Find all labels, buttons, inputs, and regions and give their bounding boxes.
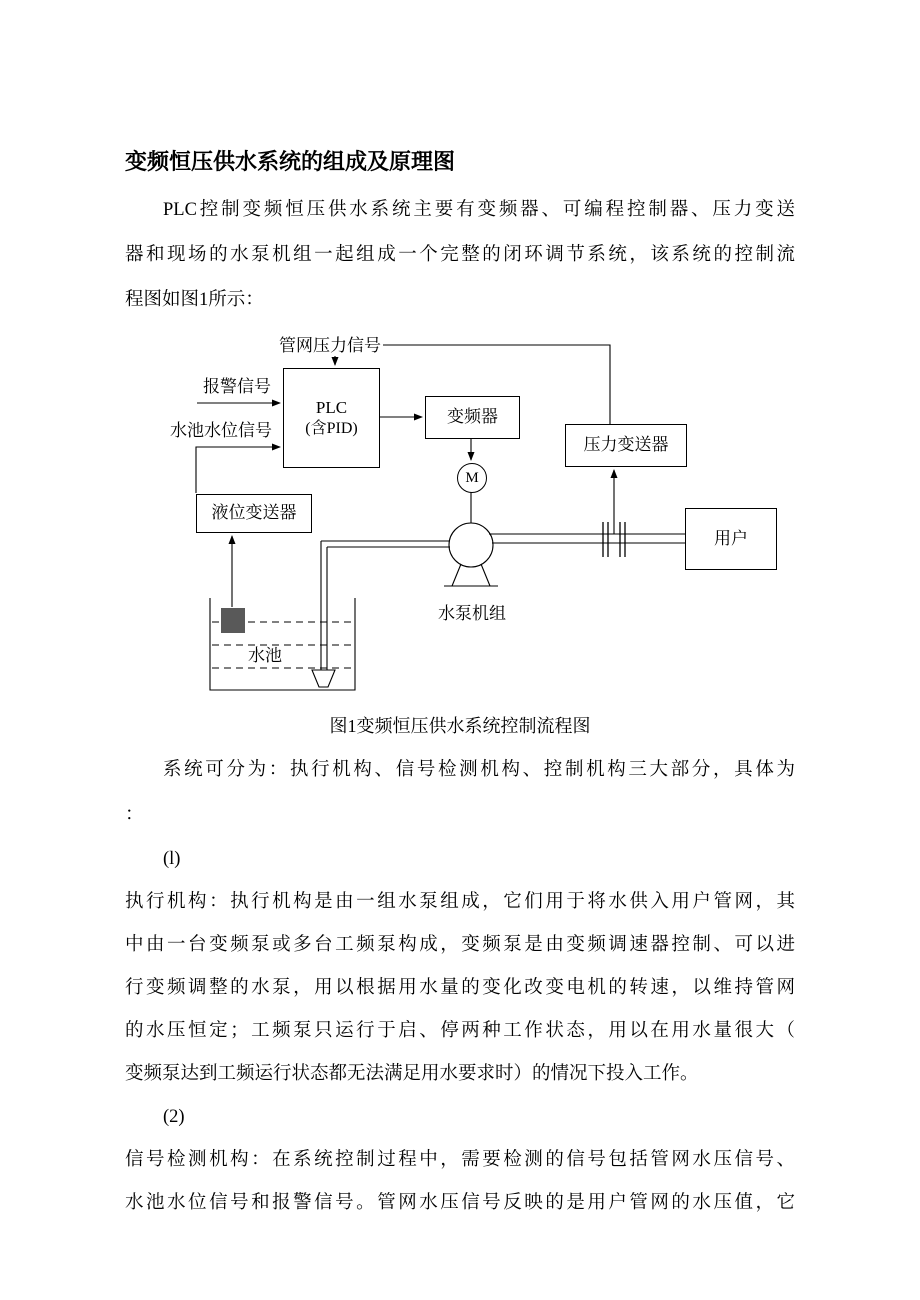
plc-sub-label: (含PID)	[305, 419, 358, 437]
figure-diagram	[0, 330, 920, 710]
level-sensor	[221, 608, 245, 633]
paragraph-line: 信号检测机构：在系统控制过程中，需要检测的信号包括管网水压信号、	[125, 1150, 795, 1170]
paragraph-line: 执行机构：执行机构是由一组水泵组成，它们用于将水供入用户管网，其	[125, 892, 795, 912]
alarm-signal-label: 报警信号	[203, 377, 271, 396]
diagram-connectors	[0, 330, 920, 710]
list-item-marker: (l)	[163, 849, 181, 869]
list-item-marker: (2)	[163, 1107, 185, 1127]
user-label: 用户	[714, 528, 748, 548]
pressure-transmitter-label: 压力变送器	[583, 435, 669, 455]
inverter-label: 变频器	[447, 407, 498, 427]
pool-level-signal-label: 水池水位信号	[170, 421, 272, 440]
paragraph-line: 的水压恒定；工频泵只运行于启、停两种工作状态，用以在用水量很大（	[125, 1021, 795, 1041]
paragraph-line: 中由一台变频泵或多台工频泵构成，变频泵是由变频调速器控制、可以进	[125, 935, 795, 955]
inverter-box	[425, 396, 520, 439]
pressure-transmitter-box	[565, 424, 687, 467]
pump-unit-label: 水泵机组	[438, 604, 506, 623]
paragraph-line: PLC控制变频恒压供水系统主要有变频器、可编程控制器、压力变送	[163, 200, 795, 220]
level-transmitter-label: 液位变送器	[211, 503, 297, 523]
motor-label: M	[465, 469, 479, 486]
paragraph-line: 行变频调整的水泵，用以根据用水量的变化改变电机的转速，以维持管网	[125, 978, 795, 998]
plc-box	[283, 368, 380, 468]
foot-valve	[312, 670, 335, 687]
pump-leg	[452, 564, 461, 586]
paragraph-line: 器和现场的水泵机组一起组成一个完整的闭环调节系统，该系统的控制流	[125, 245, 795, 265]
user-box	[685, 508, 777, 570]
paragraph-line: 水池水位信号和报警信号。管网水压信号反映的是用户管网的水压值，它	[125, 1193, 795, 1213]
figure-caption: 图1变频恒压供水系统控制流程图	[329, 716, 591, 736]
paragraph-line: ：	[125, 805, 144, 825]
pool-label: 水池	[248, 646, 282, 665]
level-transmitter-box	[196, 494, 312, 533]
motor-symbol	[457, 463, 487, 493]
doc-title: 变频恒压供水系统的组成及原理图	[125, 149, 456, 174]
paragraph-line: 变频泵达到工频运行状态都无法满足用水要求时）的情况下投入工作。	[125, 1064, 699, 1084]
pump-leg	[481, 564, 490, 586]
paragraph-line: 系统可分为：执行机构、信号检测机构、控制机构三大部分，具体为	[163, 760, 795, 780]
pipe-pressure-signal-label: 管网压力信号	[279, 336, 381, 355]
plc-label: PLC	[315, 397, 348, 417]
level-signal-arrow	[196, 447, 280, 493]
pump-symbol	[449, 523, 493, 567]
paragraph-line: 程图如图1所示：	[125, 290, 264, 310]
